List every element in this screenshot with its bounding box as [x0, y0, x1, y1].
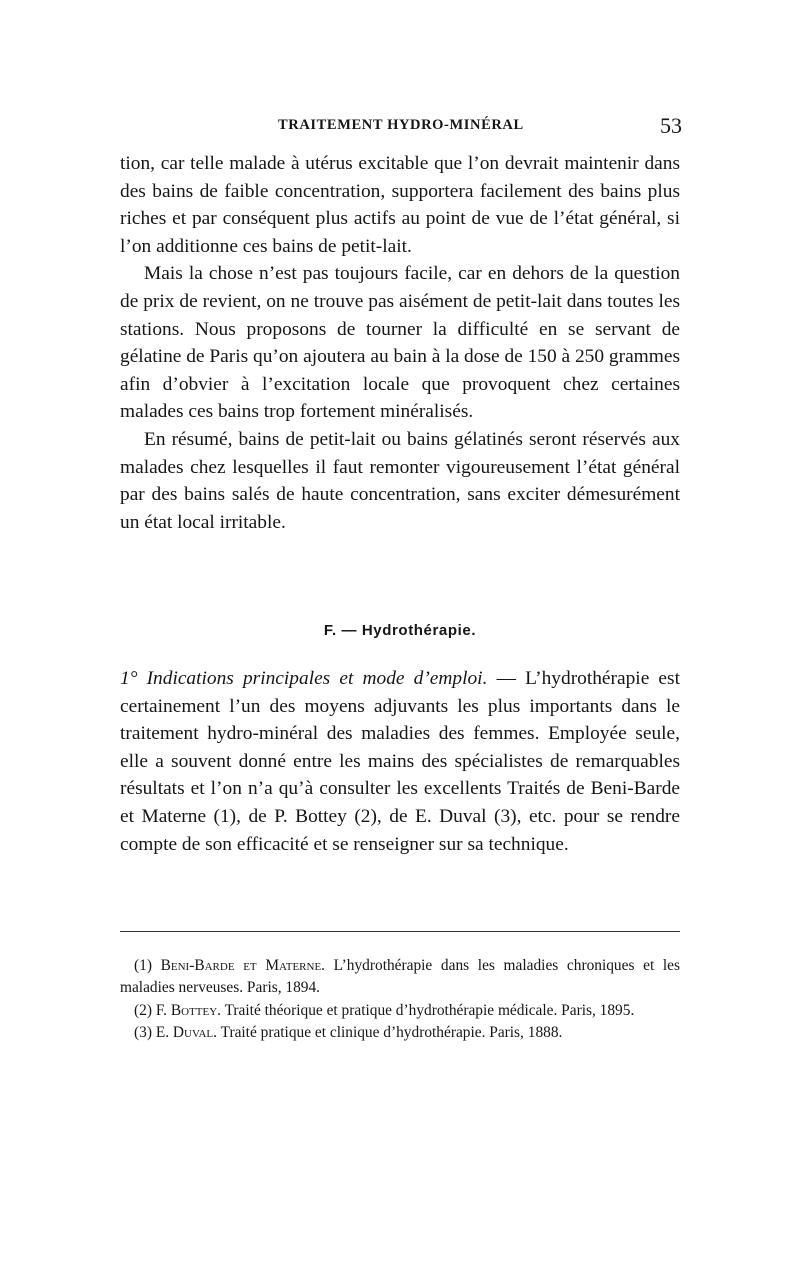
running-title: TRAITEMENT HYDRO-MINÉRAL [278, 117, 524, 133]
running-head [120, 113, 682, 143]
page-number: 53 [660, 113, 682, 138]
footnote-rule [120, 931, 680, 932]
section-heading: F. — Hydrothérapie. [323, 622, 477, 639]
paragraph: Mais la chose n’est pas toujours facile, car en dehors de la question de prix de revient, on ne trouve pas aisément de petit-lait dans toutes les stations. Nous proposons de tourner la difficulté en se servant de gélatine de Paris qu’on ajoutera au bain à la dose de 150 à 250 grammes afin d’obvier à l’excitation locale que provoquent chez certaines malades ces bains trop fortement minéralisés. [120, 263, 680, 423]
footnote-marker: (2) [134, 1001, 152, 1019]
footnote [120, 955, 680, 1000]
footnote-marker: (1) [134, 957, 152, 974]
footnote-text: Traité théorique et pratique d’hydrothérapie médicale. Paris, 1895. [221, 1001, 635, 1019]
footnotes [120, 955, 680, 1044]
run-in-heading: 1° Indications principales et mode d’emploi. [120, 668, 488, 689]
paragraph: En résumé, bains de petit-lait ou bains gélatinés seront réservés aux malades chez lesquelles il faut remonter vigoureusement l’état général par des bains salés de haute concentration, sans exciter démesurément un état local irritable. [120, 428, 680, 533]
footnote [120, 1000, 680, 1022]
paragraph-text: — L’hydrothérapie est certainement l’un des moyens adjuvants les plus importants dans le traitement hydro-minéral des maladies des femmes. Employée seule, elle a souvent donné entre les mains des spécialistes de remarquables résultats et l’on n’a qu’à consulter les excellents Traités de Beni-Barde et Materne (1), de P. Bottey (2), de E. Duval (3), etc. pour se rendre compte de son efficacité et se renseigner sur sa technique. [120, 668, 680, 855]
footnote-author: Beni-Barde et Materne. [160, 957, 326, 974]
hydrotherapy-text [120, 665, 680, 858]
footnote-text: Traité pratique et clinique d’hydrothérapie. Paris, 1888. [217, 1023, 563, 1041]
paragraph: tion, car telle malade à utérus excitable que l’on devrait maintenir dans des bains de faible concentration, supportera facilement des bains plus riches et par conséquent plus actifs au point de vue de l’état général, si l’on additionne ces bains de petit-lait. [120, 153, 680, 257]
body-text [120, 150, 680, 536]
paragraph [120, 665, 680, 858]
footnote [120, 1022, 680, 1044]
footnote-marker: (3) [134, 1023, 152, 1041]
footnote-author: E. Duval. [155, 1023, 218, 1041]
footnote-text: L’hydrothérapie dans les maladies chroniques et les maladies nerveuses. Paris, 1894. [120, 957, 680, 997]
footnote-author: F. Bottey. [155, 1001, 221, 1019]
